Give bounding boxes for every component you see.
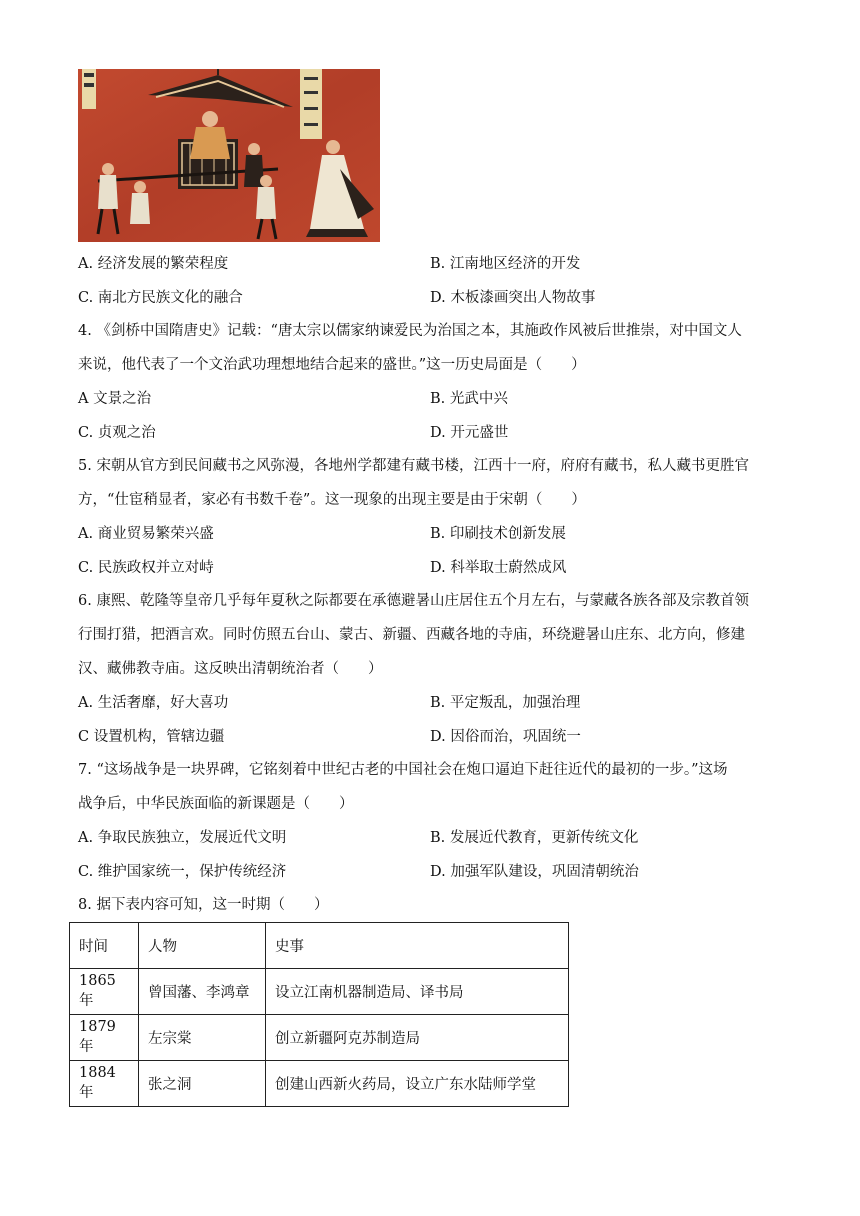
q5-option-c: C. 民族政权并立对峙 — [78, 560, 214, 576]
q4-option-d: D. 开元盛世 — [430, 425, 509, 441]
q6-stem-line-3: 汉、藏佛教寺庙。这反映出清朝统治者（ ） — [78, 661, 383, 677]
q3-option-a: A. 经济发展的繁荣程度 — [78, 256, 229, 272]
table-row — [70, 1015, 569, 1061]
q6-option-b: B. 平定叛乱，加强治理 — [430, 695, 581, 711]
table-header-cell: 人物 — [139, 923, 266, 969]
q5-option-b: B. 印刷技术创新发展 — [430, 526, 566, 542]
q4-option-a: A 文景之治 — [78, 391, 152, 407]
table-cell: 1879 年 — [70, 1015, 139, 1061]
table-cell: 创建山西新火药局，设立广东水陆师学堂 — [266, 1061, 569, 1107]
table-row — [70, 969, 569, 1015]
q7-option-c: C. 维护国家统一，保护传统经济 — [78, 864, 287, 880]
q3-option-d: D. 木板漆画突出人物故事 — [430, 290, 596, 306]
q5-stem-line-1: 5. 宋朝从官方到民间藏书之风弥漫，各地州学都建有藏书楼，江西十一府，府府有藏书，私人藏书更胜官 — [78, 458, 749, 474]
q5-option-a: A. 商业贸易繁荣兴盛 — [78, 526, 214, 542]
q4-option-b: B. 光武中兴 — [430, 391, 508, 407]
q4-stem-line-2: 来说，他代表了一个文治武功理想地结合起来的盛世。”这一历史局面是（ ） — [78, 357, 586, 373]
q6-stem-line-2: 行围打猎，把酒言欢。同时仿照五台山、蒙古、新疆、西藏各地的寺庙，环绕避暑山庄东、北方向，修建 — [78, 627, 745, 643]
q4-option-c: C. 贞观之治 — [78, 425, 156, 441]
table-header-cell: 时间 — [70, 923, 139, 969]
q6-option-a: A. 生活奢靡，好大喜功 — [78, 695, 229, 711]
table-row — [70, 1061, 569, 1107]
q3-option-b: B. 江南地区经济的开发 — [430, 256, 581, 272]
table-cell: 1865 年 — [70, 969, 139, 1015]
q5-stem-line-2: 方，“仕宦稍显者，家必有书数千卷”。这一现象的出现主要是由于宋朝（ ） — [78, 492, 586, 508]
q6-stem-line-1: 6. 康熙、乾隆等皇帝几乎每年夏秋之际都要在承德避暑山庄居住五个月左右，与蒙藏各族各部及宗教首领 — [78, 593, 749, 609]
q6-option-d: D. 因俗而治，巩固统一 — [430, 729, 581, 745]
table-cell: 张之洞 — [139, 1061, 266, 1107]
table-header-cell: 史事 — [266, 923, 569, 969]
q5-option-d: D. 科举取士蔚然成风 — [430, 560, 567, 576]
table-cell: 设立江南机器制造局、译书局 — [266, 969, 569, 1015]
table-cell: 曾国藩、李鸿章 — [139, 969, 266, 1015]
q4-stem-line-1: 4. 《剑桥中国隋唐史》记载：“唐太宗以儒家纳谏爱民为治国之本，其施政作风被后世推崇，对中国文人 — [78, 323, 742, 339]
q7-stem-line-2: 战争后，中华民族面临的新课题是（ ） — [78, 796, 354, 812]
table-cell: 创立新疆阿克苏制造局 — [266, 1015, 569, 1061]
q3-option-c: C. 南北方民族文化的融合 — [78, 290, 243, 306]
q7-stem-line-1: 7. “这场战争是一块界碑，它铭刻着中世纪古老的中国社会在炮口逼迫下赶往近代的最初的一步。”这场 — [78, 762, 728, 778]
q6-option-c: C 设置机构，管辖边疆 — [78, 729, 225, 745]
table-cell: 左宗棠 — [139, 1015, 266, 1061]
q8-stem-line-1: 8. 据下表内容可知，这一时期（ ） — [78, 897, 329, 913]
q7-option-a: A. 争取民族独立，发展近代文明 — [78, 830, 287, 846]
q7-option-b: B. 发展近代教育，更新传统文化 — [430, 830, 639, 846]
table-header-row — [70, 923, 569, 969]
table-cell: 1884 年 — [70, 1061, 139, 1107]
history-facts-table — [69, 922, 569, 1107]
q7-option-d: D. 加强军队建设，巩固清朝统治 — [430, 864, 639, 880]
lacquer-painting-image — [78, 69, 380, 242]
